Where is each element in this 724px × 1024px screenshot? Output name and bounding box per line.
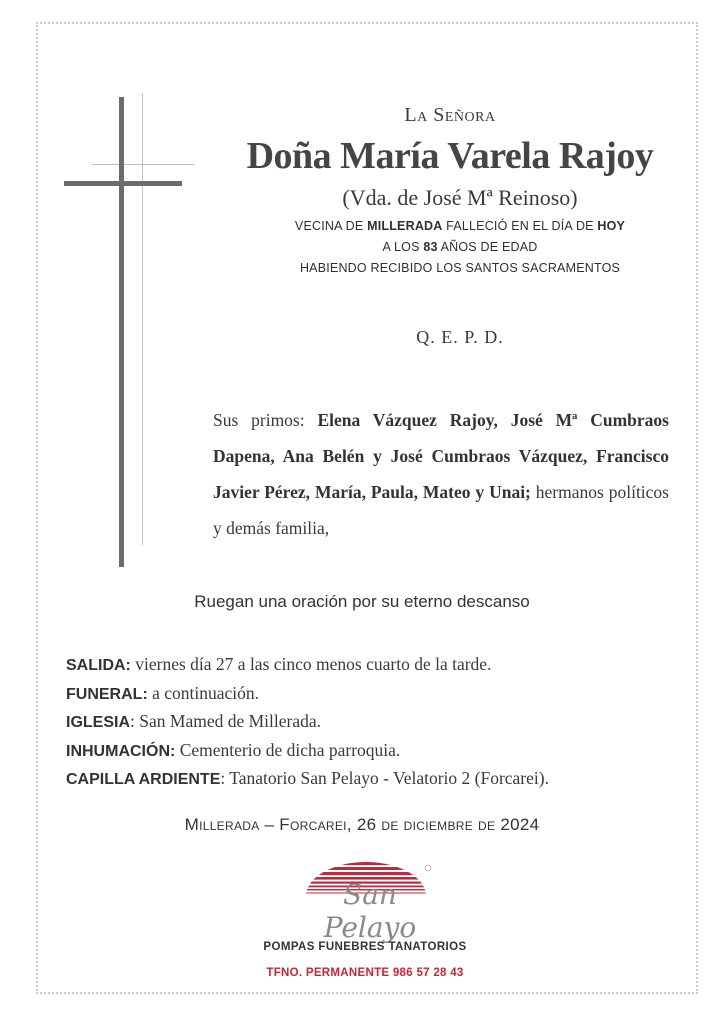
prayer-line: Ruegan una oración por su eterno descanso: [194, 592, 530, 611]
family-paragraph: Sus primos: Elena Vázquez Rajoy, José Mª Cumbraos Dapena, Ana Belén y José Cumbraos Vázquez, Francisco Javier Pérez, María, Paula, Mateo y Unai; hermanos políticos y demás familia,: [213, 410, 669, 538]
dateline: Millerada – Forcarei, 26 de diciembre de 2024: [184, 815, 540, 834]
residence-line: VECINA DE MILLERADA FALLECIÓ EN EL DÍA DE HOY: [294, 219, 626, 233]
detail-row-iglesia: IGLESIA: San Mamed de Millerada.: [66, 711, 322, 731]
title-small: La Señora: [404, 104, 496, 126]
logo-text: San Pelayo: [323, 878, 417, 944]
qepd: Q. E. P. D.: [416, 327, 504, 347]
widow-of: (Vda. de José Mª Reinoso): [342, 185, 578, 210]
company-name: POMPAS FUNEBRES TANATORIOS: [263, 941, 467, 953]
phone-line: TFNO. PERMANENTE 986 57 28 43: [266, 967, 464, 979]
age-line: A LOS 83 AÑOS DE EDAD: [382, 240, 538, 254]
detail-row-salida: SALIDA: viernes día 27 a las cinco menos cuarto de la tarde.: [66, 654, 492, 674]
detail-row-capilla: CAPILLA ARDIENTE: Tanatorio San Pelayo - Velatorio 2 (Forcarei).: [66, 768, 549, 788]
sacraments-line: HABIENDO RECIBIDO LOS SANTOS SACRAMENTOS: [299, 261, 621, 275]
detail-row-funeral: FUNERAL: a continuación.: [66, 682, 260, 703]
service-details: [66, 650, 686, 793]
detail-row-inhumacion: INHUMACIÓN: Cementerio de dicha parroquia.: [66, 739, 401, 760]
deceased-name: Doña María Varela Rajoy: [246, 135, 654, 177]
